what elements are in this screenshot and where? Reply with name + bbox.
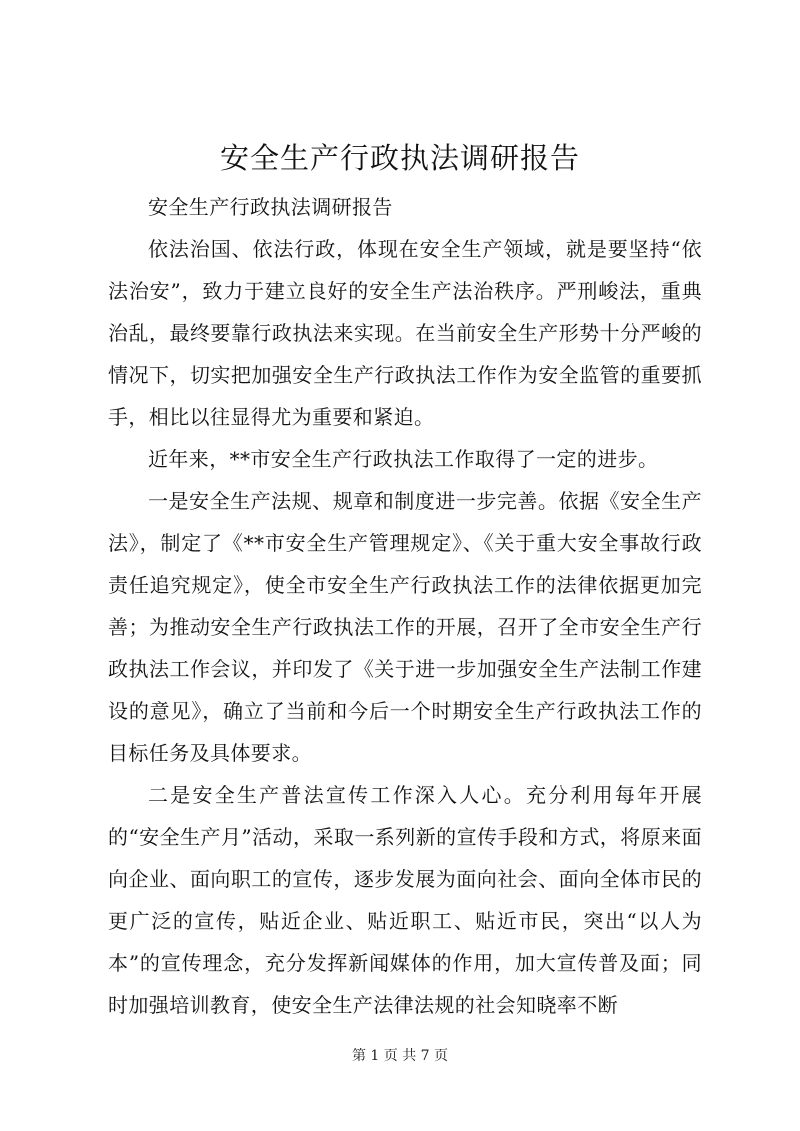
paragraph-point-two: 二是安全生产普法宣传工作深入人心。充分利用每年开展的“安全生产月”活动，采取一系列新的宣传手段和方式，将原来面向企业、面向职工的宣传，逐步发展为面向社会、面向全体市民的更广泛的宣传，贴近企业、贴近职工、贴近市民，突出“以人为本”的宣传理念，充分发挥新闻媒体的作用，加大宣传普及面；同时加强培训教育，使安全生产法律法规的社会知晓率不断 [108, 783, 702, 1017]
paragraph-subtitle: 安全生产行政执法调研报告 [148, 195, 393, 219]
paragraph-intro: 依法治国、依法行政，体现在安全生产领域，就是要坚持“依法治安”，致力于建立良好的安全生产法治秩序。严刑峻法，重典治乱，最终要靠行政执法来实现。在当前安全生产形势十分严峻的情况下，切实把加强安全生产行政执法工作作为安全监管的重要抓手，相比以往显得尤为重要和紧迫。 [108, 237, 702, 429]
document-body [108, 186, 702, 1026]
paragraph-progress: 近年来，**市安全生产行政执法工作取得了一定的进步。 [148, 447, 659, 471]
paragraph-point-one: 一是安全生产法规、规章和制度进一步完善。依据《安全生产法》，制定了《**市安全生产管理规定》、《关于重大安全事故行政责任追究规定》，使全市安全生产行政执法工作的法律依据更加完善；为推动安全生产行政执法工作的开展，召开了全市安全生产行政执法工作会议，并印发了《关于进一步加强安全生产法制工作建设的意见》，确立了当前和今后一个时期安全生产行政执法工作的目标任务及具体要求。 [108, 489, 702, 765]
document-title: 安全生产行政执法调研报告 [219, 141, 580, 175]
page-footer: 第 1 页 共 7 页 [351, 1048, 449, 1064]
